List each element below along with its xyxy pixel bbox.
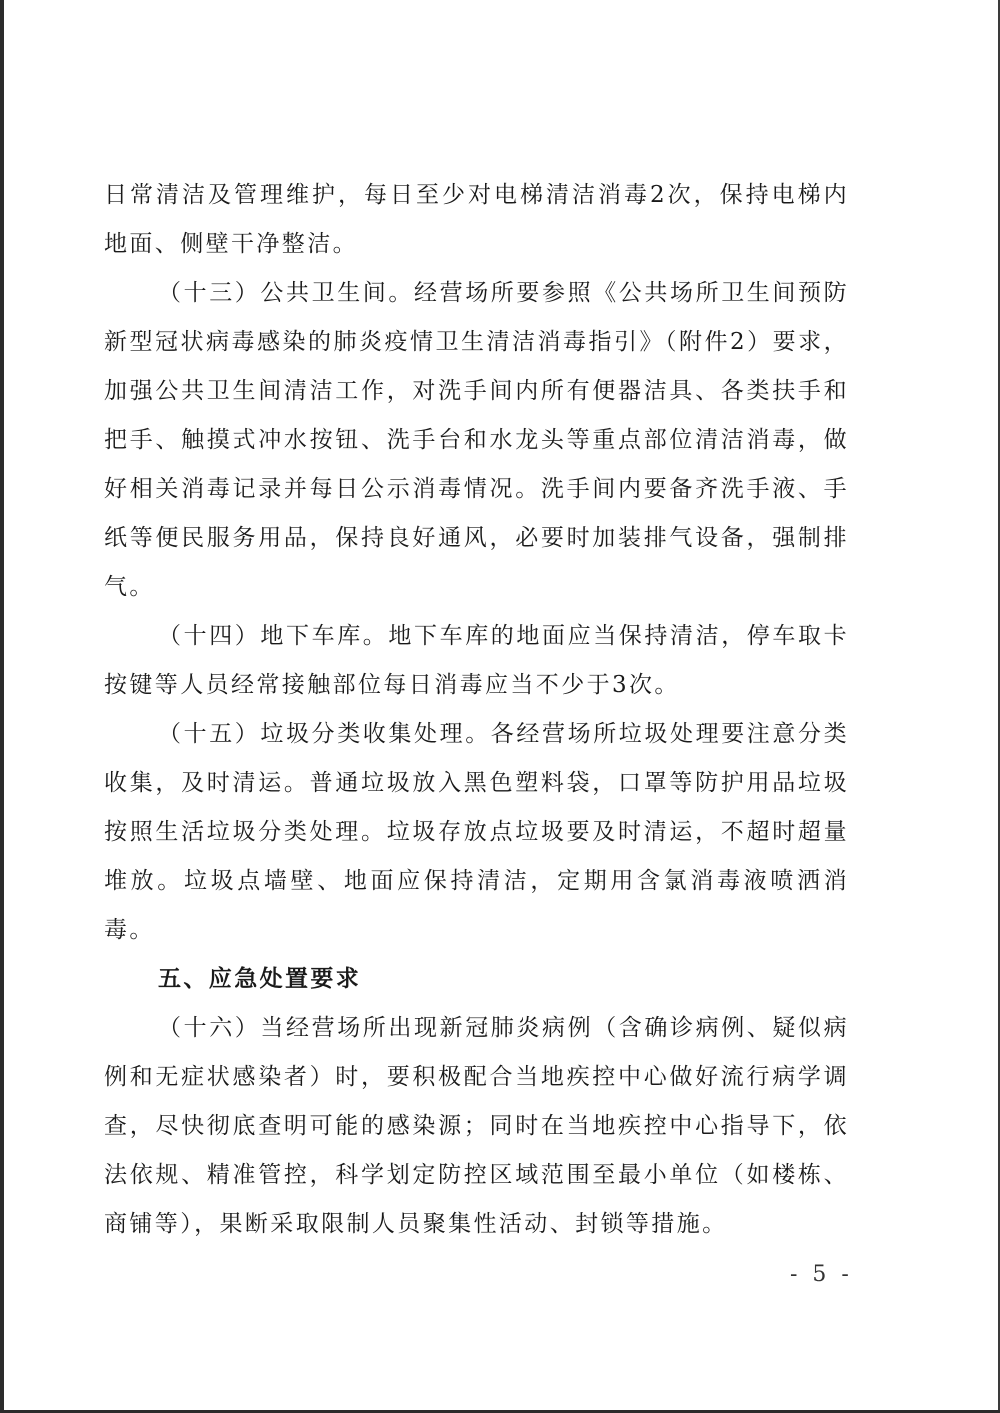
- paragraph-underground-garage: （十四）地下车库。地下车库的地面应当保持清洁，停车取卡按键等人员经常接触部位每日消毒应当不少于3次。: [104, 623, 849, 698]
- document-body: [104, 171, 849, 1249]
- section-heading-emergency: 五、应急处置要求: [158, 966, 362, 992]
- page-number: - 5 -: [790, 1262, 853, 1287]
- paragraph-emergency-response: （十六）当经营场所出现新冠肺炎病例（含确诊病例、疑似病例和无症状感染者）时，要积极配合当地疾控中心做好流行病学调查，尽快彻底查明可能的感染源；同时在当地疾控中心指导下，依法依规、精准管控，科学划定防控区域范围至最小单位（如楼栋、商铺等），果断采取限制人员聚集性活动、封锁等措施。: [104, 1015, 849, 1237]
- paragraph-elevator-cleaning: 日常清洁及管理维护，每日至少对电梯清洁消毒2次，保持电梯内地面、侧壁干净整洁。: [104, 182, 849, 257]
- paragraph-public-restroom: （十三）公共卫生间。经营场所要参照《公共场所卫生间预防新型冠状病毒感染的肺炎疫情卫生清洁消毒指引》（附件2）要求，加强公共卫生间清洁工作，对洗手间内所有便器洁具、各类扶手和把手、触摸式冲水按钮、洗手台和水龙头等重点部位清洁消毒，做好相关消毒记录并每日公示消毒情况。洗手间内要备齐洗手液、手纸等便民服务用品，保持良好通风，必要时加装排气设备，强制排气。: [104, 280, 849, 600]
- scan-edge-left: [0, 0, 4, 1413]
- paragraph-garbage-sorting: （十五）垃圾分类收集处理。各经营场所垃圾处理要注意分类收集，及时清运。普通垃圾放入黑色塑料袋，口罩等防护用品垃圾按照生活垃圾分类处理。垃圾存放点垃圾要及时清运，不超时超量堆放。垃圾点墙壁、地面应保持清洁，定期用含氯消毒液喷洒消毒。: [104, 721, 849, 943]
